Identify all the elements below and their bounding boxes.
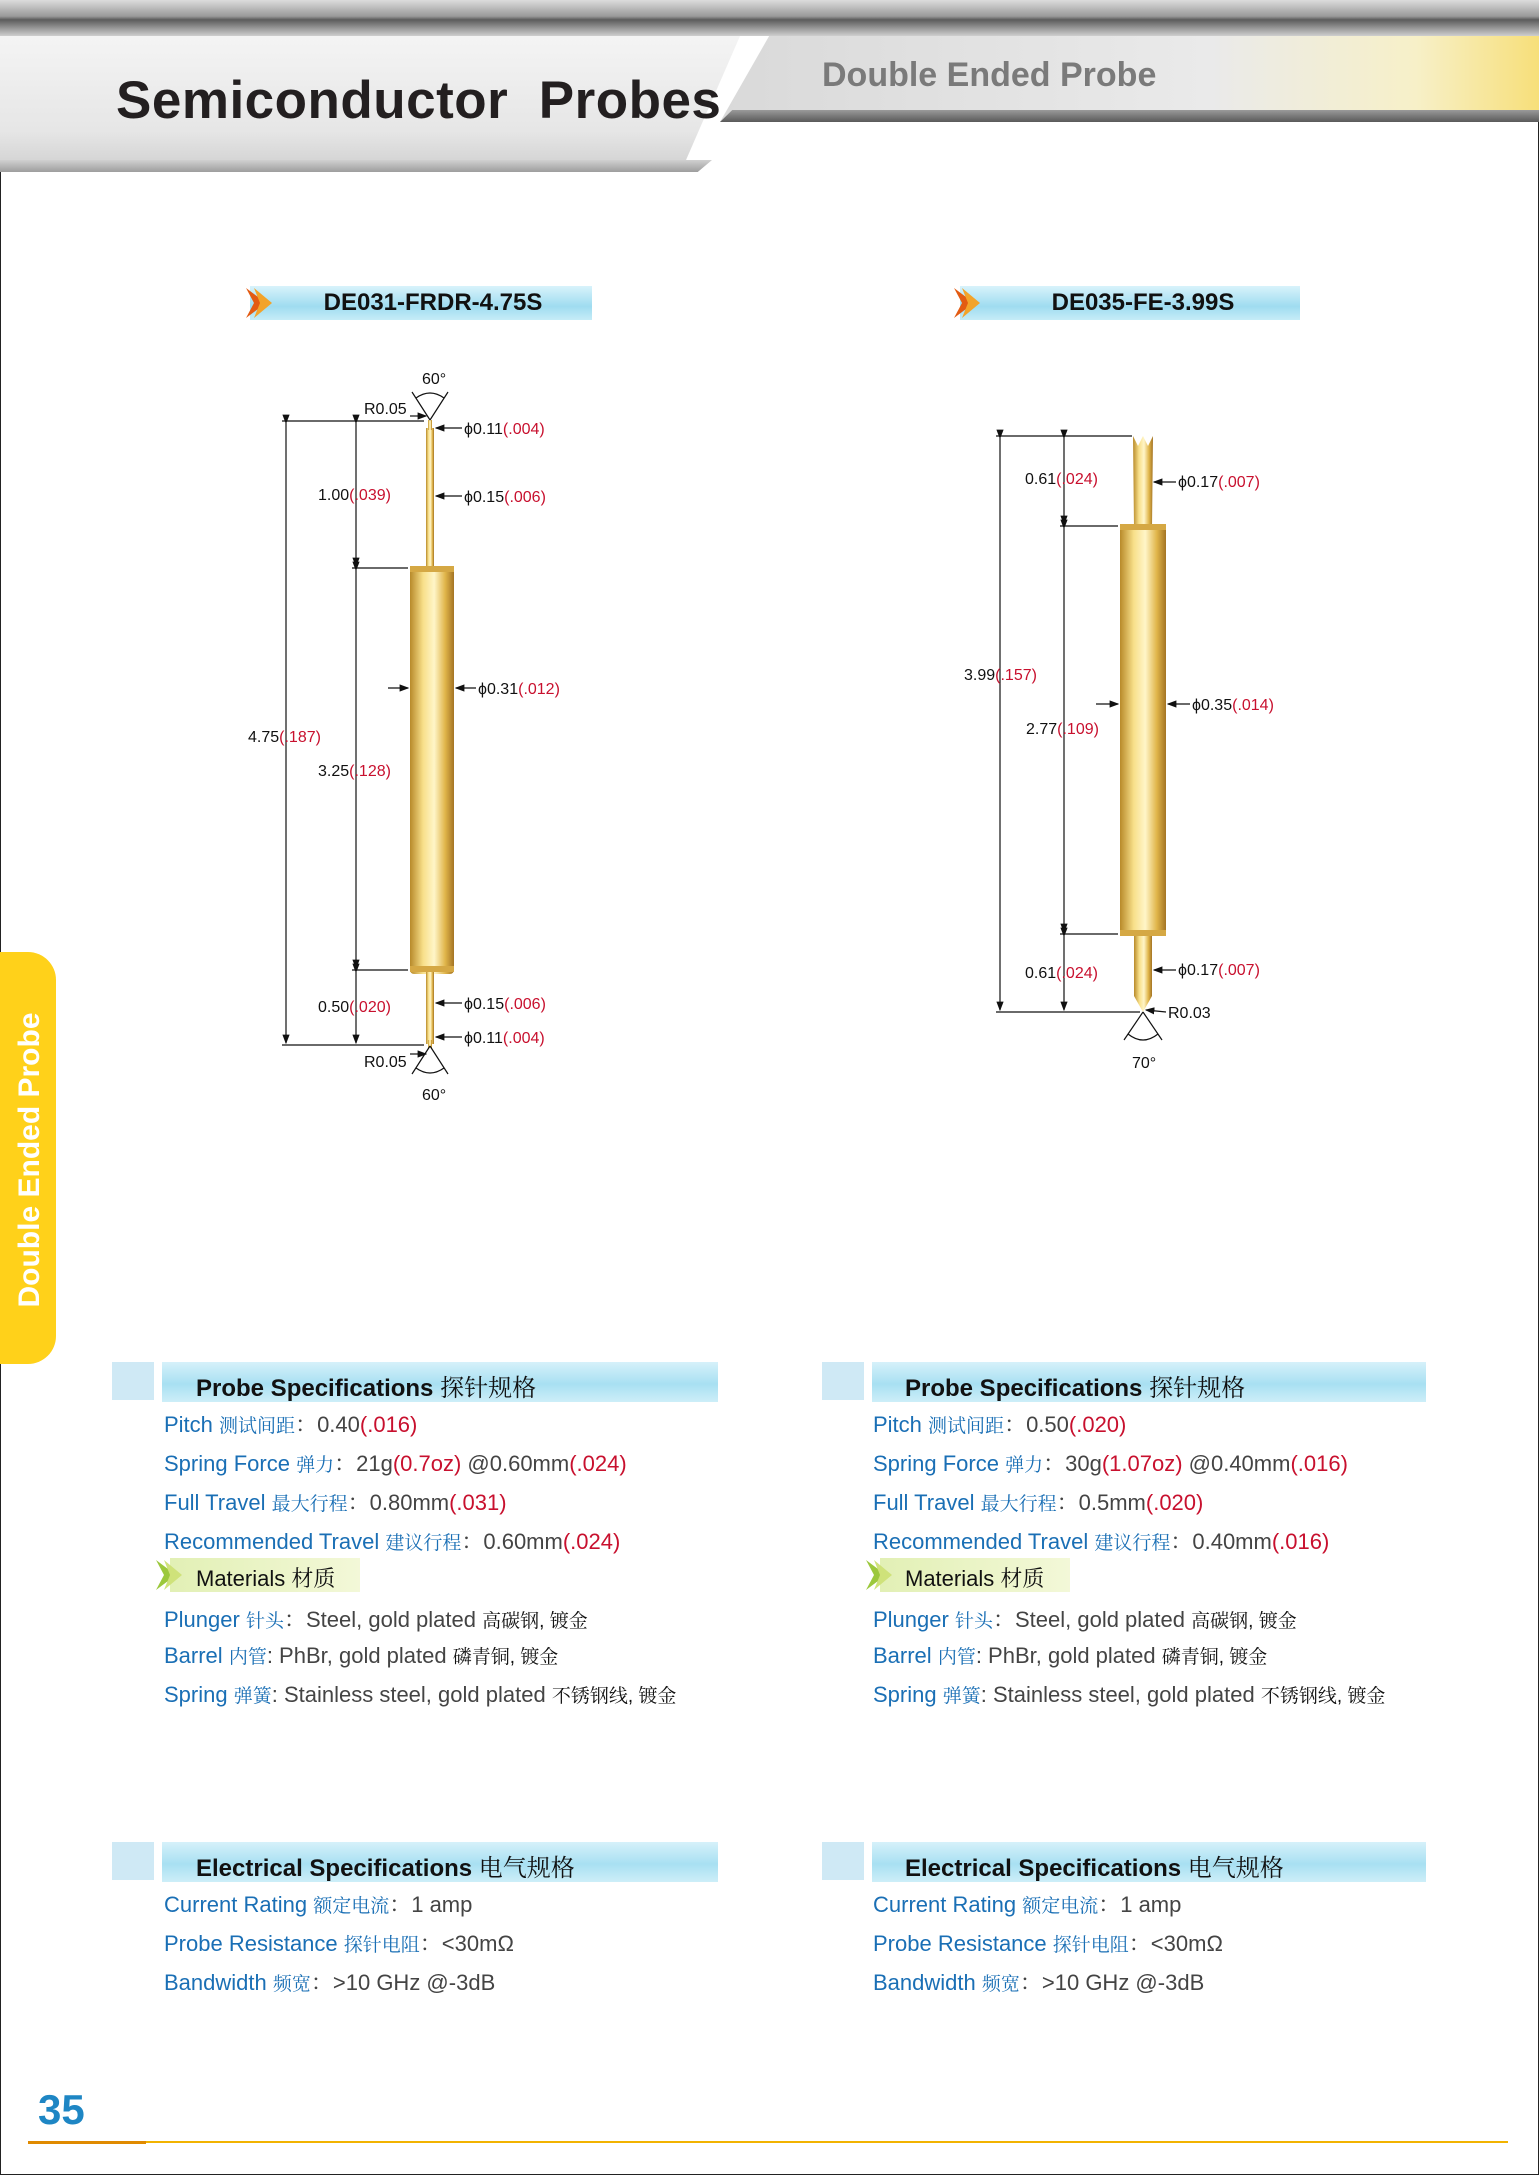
page-subtitle: Double Ended Probe [822,56,1157,94]
dia-tip-top: ϕ0.11(.004) [464,421,545,438]
dia-plunger-bottom: ϕ0.15(.006) [464,996,546,1013]
material-barrel-right: Barrel 内管: PhBr, gold plated 磷青铜, 镀金 [873,1643,1268,1668]
materials-title-left: Materials 材质 [196,1566,336,1591]
spec-full-travel-left: Full Travel 最大行程：0.80mm(.031) [164,1490,507,1515]
dim-top-plunger: 1.00(.039) [318,487,391,504]
page-number: 35 [38,2086,85,2133]
tip-angle-top-label: 60° [422,371,447,388]
radius-top-label: R0.05 [364,401,407,418]
material-plunger-right: Plunger 针头：Steel, gold plated 高碳钢, 镀金 [873,1607,1297,1632]
dim-top-plunger: 0.61(.024) [1025,471,1098,488]
elec-current-right: Current Rating 额定电流：1 amp [873,1892,1182,1917]
tip-angle-bottom-label: 60° [422,1087,447,1104]
chevron-right-icon [864,1558,894,1592]
elec-bandwidth-left: Bandwidth 频宽：>10 GHz @-3dB [164,1970,496,1995]
page-title: Semiconductor Probes [116,71,722,130]
probe-drawing-de035 [960,400,1300,1080]
electrical-specs-title-right: Electrical Specifications 电气规格 [905,1855,1284,1882]
spec-spring-force-left: Spring Force 弹力：21g(0.7oz) @0.60mm(.024) [164,1451,627,1476]
material-barrel-left: Barrel 内管: PhBr, gold plated 磷青铜, 镀金 [164,1643,559,1668]
spec-rec-travel-left: Recommended Travel 建议行程：0.60mm(.024) [164,1529,621,1554]
spec-full-travel-right: Full Travel 最大行程：0.5mm(.020) [873,1490,1204,1515]
dim-barrel: 2.77(.109) [1026,721,1099,738]
elec-resistance-right: Probe Resistance 探针电阻：<30mΩ [873,1931,1223,1956]
header-subtitle-bar [720,110,1539,122]
chevron-right-icon [154,1558,184,1592]
elec-bandwidth-right: Bandwidth 频宽：>10 GHz @-3dB [873,1970,1205,1995]
dia-plunger-top: ϕ0.17(.007) [1178,474,1260,491]
dia-plunger-top: ϕ0.15(.006) [464,489,546,506]
probe-drawing-de031 [240,360,600,1110]
dim-overall: 3.99(.157) [964,667,1037,684]
dia-plunger-bottom: ϕ0.17(.007) [1178,962,1260,979]
footer-rule-accent [28,2141,146,2144]
material-plunger-left: Plunger 针头：Steel, gold plated 高碳钢, 镀金 [164,1607,588,1632]
elec-current-left: Current Rating 额定电流：1 amp [164,1892,473,1917]
probe-specs-title-right: Probe Specifications 探针规格 [905,1375,1246,1402]
header-top-bar [0,0,1539,36]
chevron-right-icon [244,286,274,320]
spec-pitch-right: Pitch 测试间距：0.50(.020) [873,1412,1127,1437]
radius-bottom-label: R0.05 [364,1054,407,1071]
chevron-right-icon [952,286,982,320]
model-label-right: DE035-FE-3.99S [1051,289,1235,316]
dim-barrel: 3.25(.128) [318,763,391,780]
material-spring-right: Spring 弹簧: Stainless steel, gold plated 不锈钢线, 镀金 [873,1682,1386,1707]
spec-pitch-left: Pitch 测试间距：0.40(.016) [164,1412,418,1437]
footer-rule [28,2141,1508,2143]
dia-barrel: ϕ0.31(.012) [478,681,560,698]
material-spring-left: Spring 弹簧: Stainless steel, gold plated 不锈钢线, 镀金 [164,1682,677,1707]
tip-angle-bottom-label: 70° [1132,1055,1157,1072]
dim-bottom-plunger: 0.50(.020) [318,999,391,1016]
dia-barrel: ϕ0.35(.014) [1192,697,1274,714]
spec-spring-force-right: Spring Force 弹力：30g(1.07oz) @0.40mm(.016) [873,1451,1348,1476]
section-marker [822,1362,864,1400]
model-label-left: DE031-FRDR-4.75S [323,289,543,316]
electrical-specs-title-left: Electrical Specifications 电气规格 [196,1855,575,1882]
radius-bottom-label: R0.03 [1168,1005,1211,1022]
dim-bottom-plunger: 0.61(.024) [1025,965,1098,982]
section-marker [112,1842,154,1880]
dim-overall: 4.75(.187) [248,729,321,746]
section-marker [822,1842,864,1880]
section-marker [112,1362,154,1400]
header-title-panel-shadow [0,160,712,172]
dia-tip-bottom: ϕ0.11(.004) [464,1030,545,1047]
side-tab-label: Double Ended Probe [13,1012,46,1308]
spec-rec-travel-right: Recommended Travel 建议行程：0.40mm(.016) [873,1529,1330,1554]
materials-title-right: Materials 材质 [905,1566,1045,1591]
elec-resistance-left: Probe Resistance 探针电阻：<30mΩ [164,1931,514,1956]
probe-specs-title-left: Probe Specifications 探针规格 [196,1375,537,1402]
